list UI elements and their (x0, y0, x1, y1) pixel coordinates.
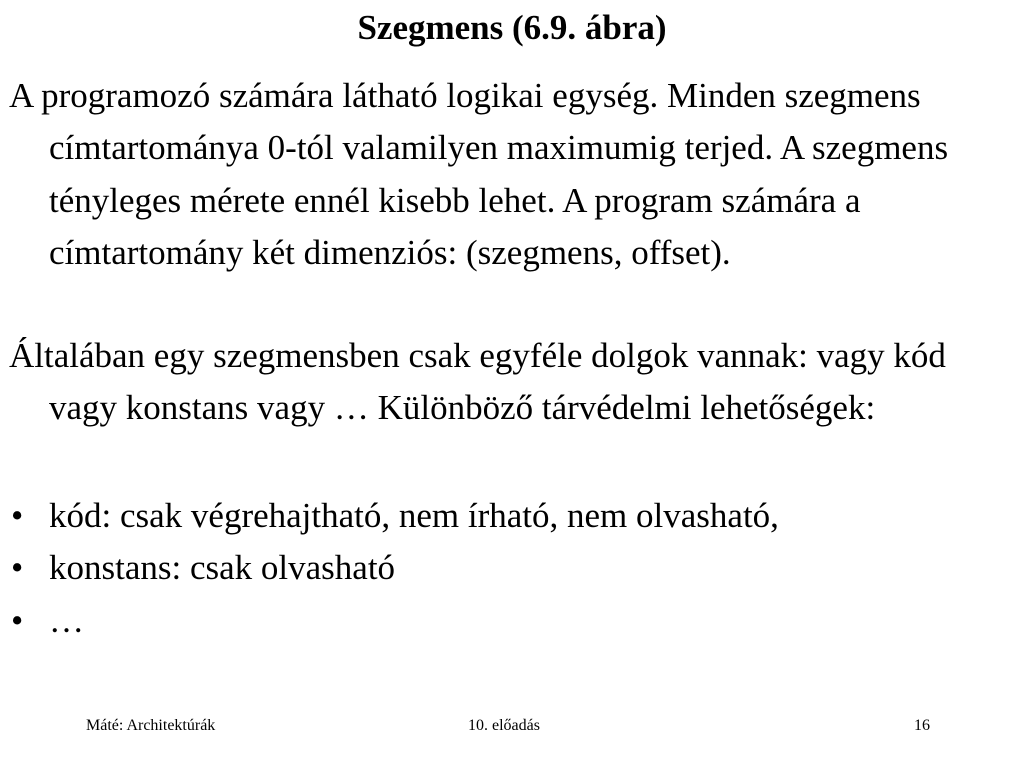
list-item (9, 542, 1021, 594)
paragraph-segment-definition: A programozó számára látható logikai egység. Minden szegmens címtartománya 0-tól valamilyen maximumig terjed. A szegmens tényleges mérete ennél kisebb lehet. A program számára a címtartomány két dimenziós: (szegmens, offset). (9, 76, 949, 272)
list-item (9, 490, 1021, 542)
footer-lecture: 10. előadás (468, 717, 540, 734)
footer-page-number: 16 (914, 717, 930, 734)
protection-bullet-list (9, 490, 1021, 647)
footer-author-course: Máté: Architektúrák (86, 717, 216, 734)
paragraph-segment-contents: Általában egy szegmensben csak egyféle dolgok vannak: vagy kód vagy konstans vagy … Különböző tárvédelmi lehetőségek: (9, 336, 946, 428)
list-item (9, 595, 1021, 647)
slide-title: Szegmens (6.9. ábra) (357, 8, 667, 47)
bullet-icon: • (11, 600, 24, 640)
bullet-icon: • (11, 548, 24, 588)
bullet-text: … (49, 600, 84, 640)
bullet-text: kód: csak végrehajtható, nem írható, nem olvasható, (49, 496, 779, 535)
bullet-icon: • (11, 496, 24, 535)
bullet-text: konstans: csak olvasható (49, 548, 396, 588)
